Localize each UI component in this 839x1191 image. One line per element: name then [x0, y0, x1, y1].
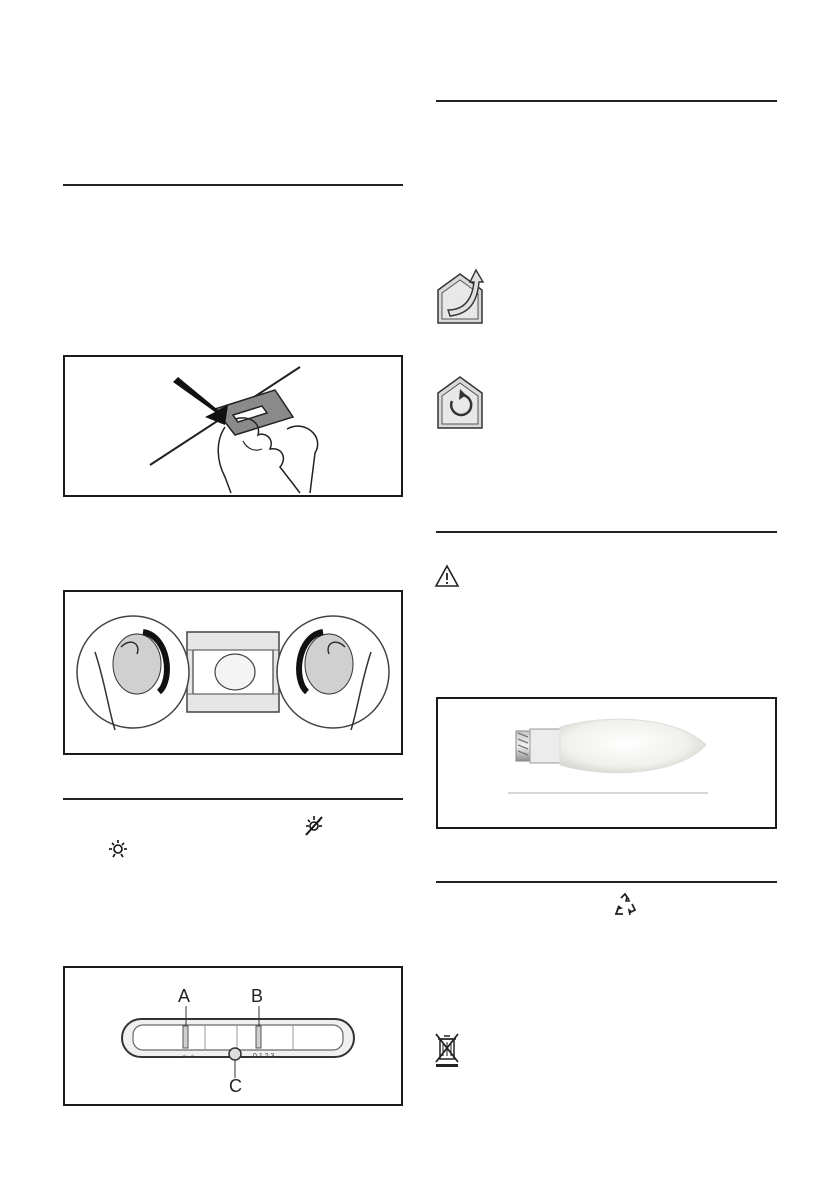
house-extraction-icon: [434, 266, 494, 326]
section-divider-1: [63, 184, 403, 186]
panel-label-b: B: [251, 986, 264, 1006]
section-divider-3: [436, 100, 777, 102]
panel-label-a: A: [178, 986, 191, 1006]
section-divider-5: [436, 881, 777, 883]
charcoal-filter-figure: [63, 590, 403, 755]
house-recirculation-icon: [434, 373, 494, 433]
panel-label-c: C: [229, 1076, 242, 1096]
crossed-out-bin-icon: [434, 1032, 460, 1068]
speed-scale-marks: 0 1 2 3: [253, 1053, 275, 1060]
light-off-icon: [302, 814, 326, 838]
svg-text:☼ ☼: ☼ ☼: [181, 1053, 196, 1060]
grease-filter-figure: [63, 355, 403, 497]
section-divider-2: [63, 798, 403, 800]
recycle-icon: [612, 892, 638, 918]
section-divider-4: [436, 531, 777, 533]
light-on-icon: [107, 838, 129, 860]
warning-triangle-icon: [434, 564, 460, 588]
lamp-figure: [436, 697, 777, 829]
control-panel-figure: [63, 966, 403, 1106]
